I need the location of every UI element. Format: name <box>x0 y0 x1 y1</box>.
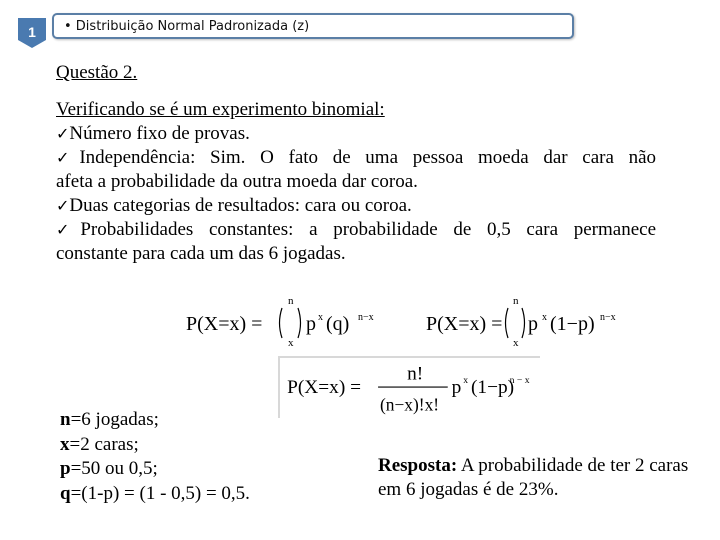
formula-3-numerator: n! <box>407 363 424 385</box>
formula-1-q: (q) <box>326 313 350 335</box>
slide-number: 1 <box>28 24 36 40</box>
check-icon: ✓ <box>56 196 70 215</box>
given-n: n=6 jogadas; <box>60 409 159 430</box>
formula-1-x: x <box>288 337 294 349</box>
list-item: ✓Número fixo de provas. <box>56 123 250 144</box>
list-item: ✓Duas categorias de resultados: cara ou coroa. <box>56 195 412 216</box>
formula-2-p: p <box>528 313 538 335</box>
formula-3-p: p <box>451 376 462 398</box>
list-item: ✓Probabilidades constantes: a probabilidade de 0,5 cara permanece <box>56 219 657 240</box>
binomial-formulas <box>178 290 548 352</box>
list-item-continuation: constante para cada um das 6 jogadas. <box>56 243 346 264</box>
list-item: ✓Independência: Sim. O fato de uma pessoa moeda dar cara não <box>56 147 656 168</box>
answer-label: Resposta: <box>378 455 458 476</box>
formula-2-n: n <box>513 295 519 307</box>
list-item-continuation: afeta a probabilidade da outra moeda dar coroa. <box>56 171 418 192</box>
factorial-formula <box>278 356 540 418</box>
given-x: x=2 caras; <box>60 433 139 455</box>
formula-1-lhs: P(X=x) = <box>186 313 263 335</box>
check-icon: ✓ <box>56 148 80 167</box>
check-icon: ✓ <box>56 220 81 239</box>
formula-2-x: x <box>513 337 519 349</box>
answer-block <box>378 454 698 502</box>
formula-2-exp: n−x <box>600 312 616 323</box>
question-label: Questão 2. <box>56 62 138 83</box>
formula-2-lhs: P(X=x) = <box>426 313 503 335</box>
formula-3-p-exp: x <box>463 375 469 387</box>
formula-1-q-exp: n−x <box>358 312 374 323</box>
formula-2-continuation <box>540 290 650 352</box>
formula-2-p-exp: x <box>542 312 547 323</box>
body-text <box>56 98 656 266</box>
formula-1-p-exp: x <box>318 312 323 323</box>
title-box <box>52 13 574 39</box>
check-icon: ✓ <box>56 124 70 143</box>
formula-3-lhs: P(X=x) = <box>287 376 362 398</box>
formula-2-rest: (1−p) <box>550 313 595 335</box>
slide-number-badge <box>18 18 46 48</box>
formula-1-n: n <box>288 295 294 307</box>
given-p: p=50 ou 0,5; <box>60 458 158 479</box>
formula-3-rest: (1−p) <box>470 376 515 398</box>
given-values <box>60 408 250 506</box>
formula-3-denominator: (n−x)!x! <box>380 394 440 415</box>
body-heading: Verificando se é um experimento binomial: <box>56 99 385 120</box>
given-q: q=(1-p) = (1 - 0,5) = 0,5. <box>60 482 250 504</box>
formula-3-exp: n − x <box>509 375 530 387</box>
formula-1-p: p <box>306 313 316 335</box>
answer-text: A probabilidade de ter 2 caras em 6 jogadas é de 23%. <box>378 455 689 500</box>
slide-title: • Distribuição Normal Padronizada (z) <box>64 19 310 34</box>
